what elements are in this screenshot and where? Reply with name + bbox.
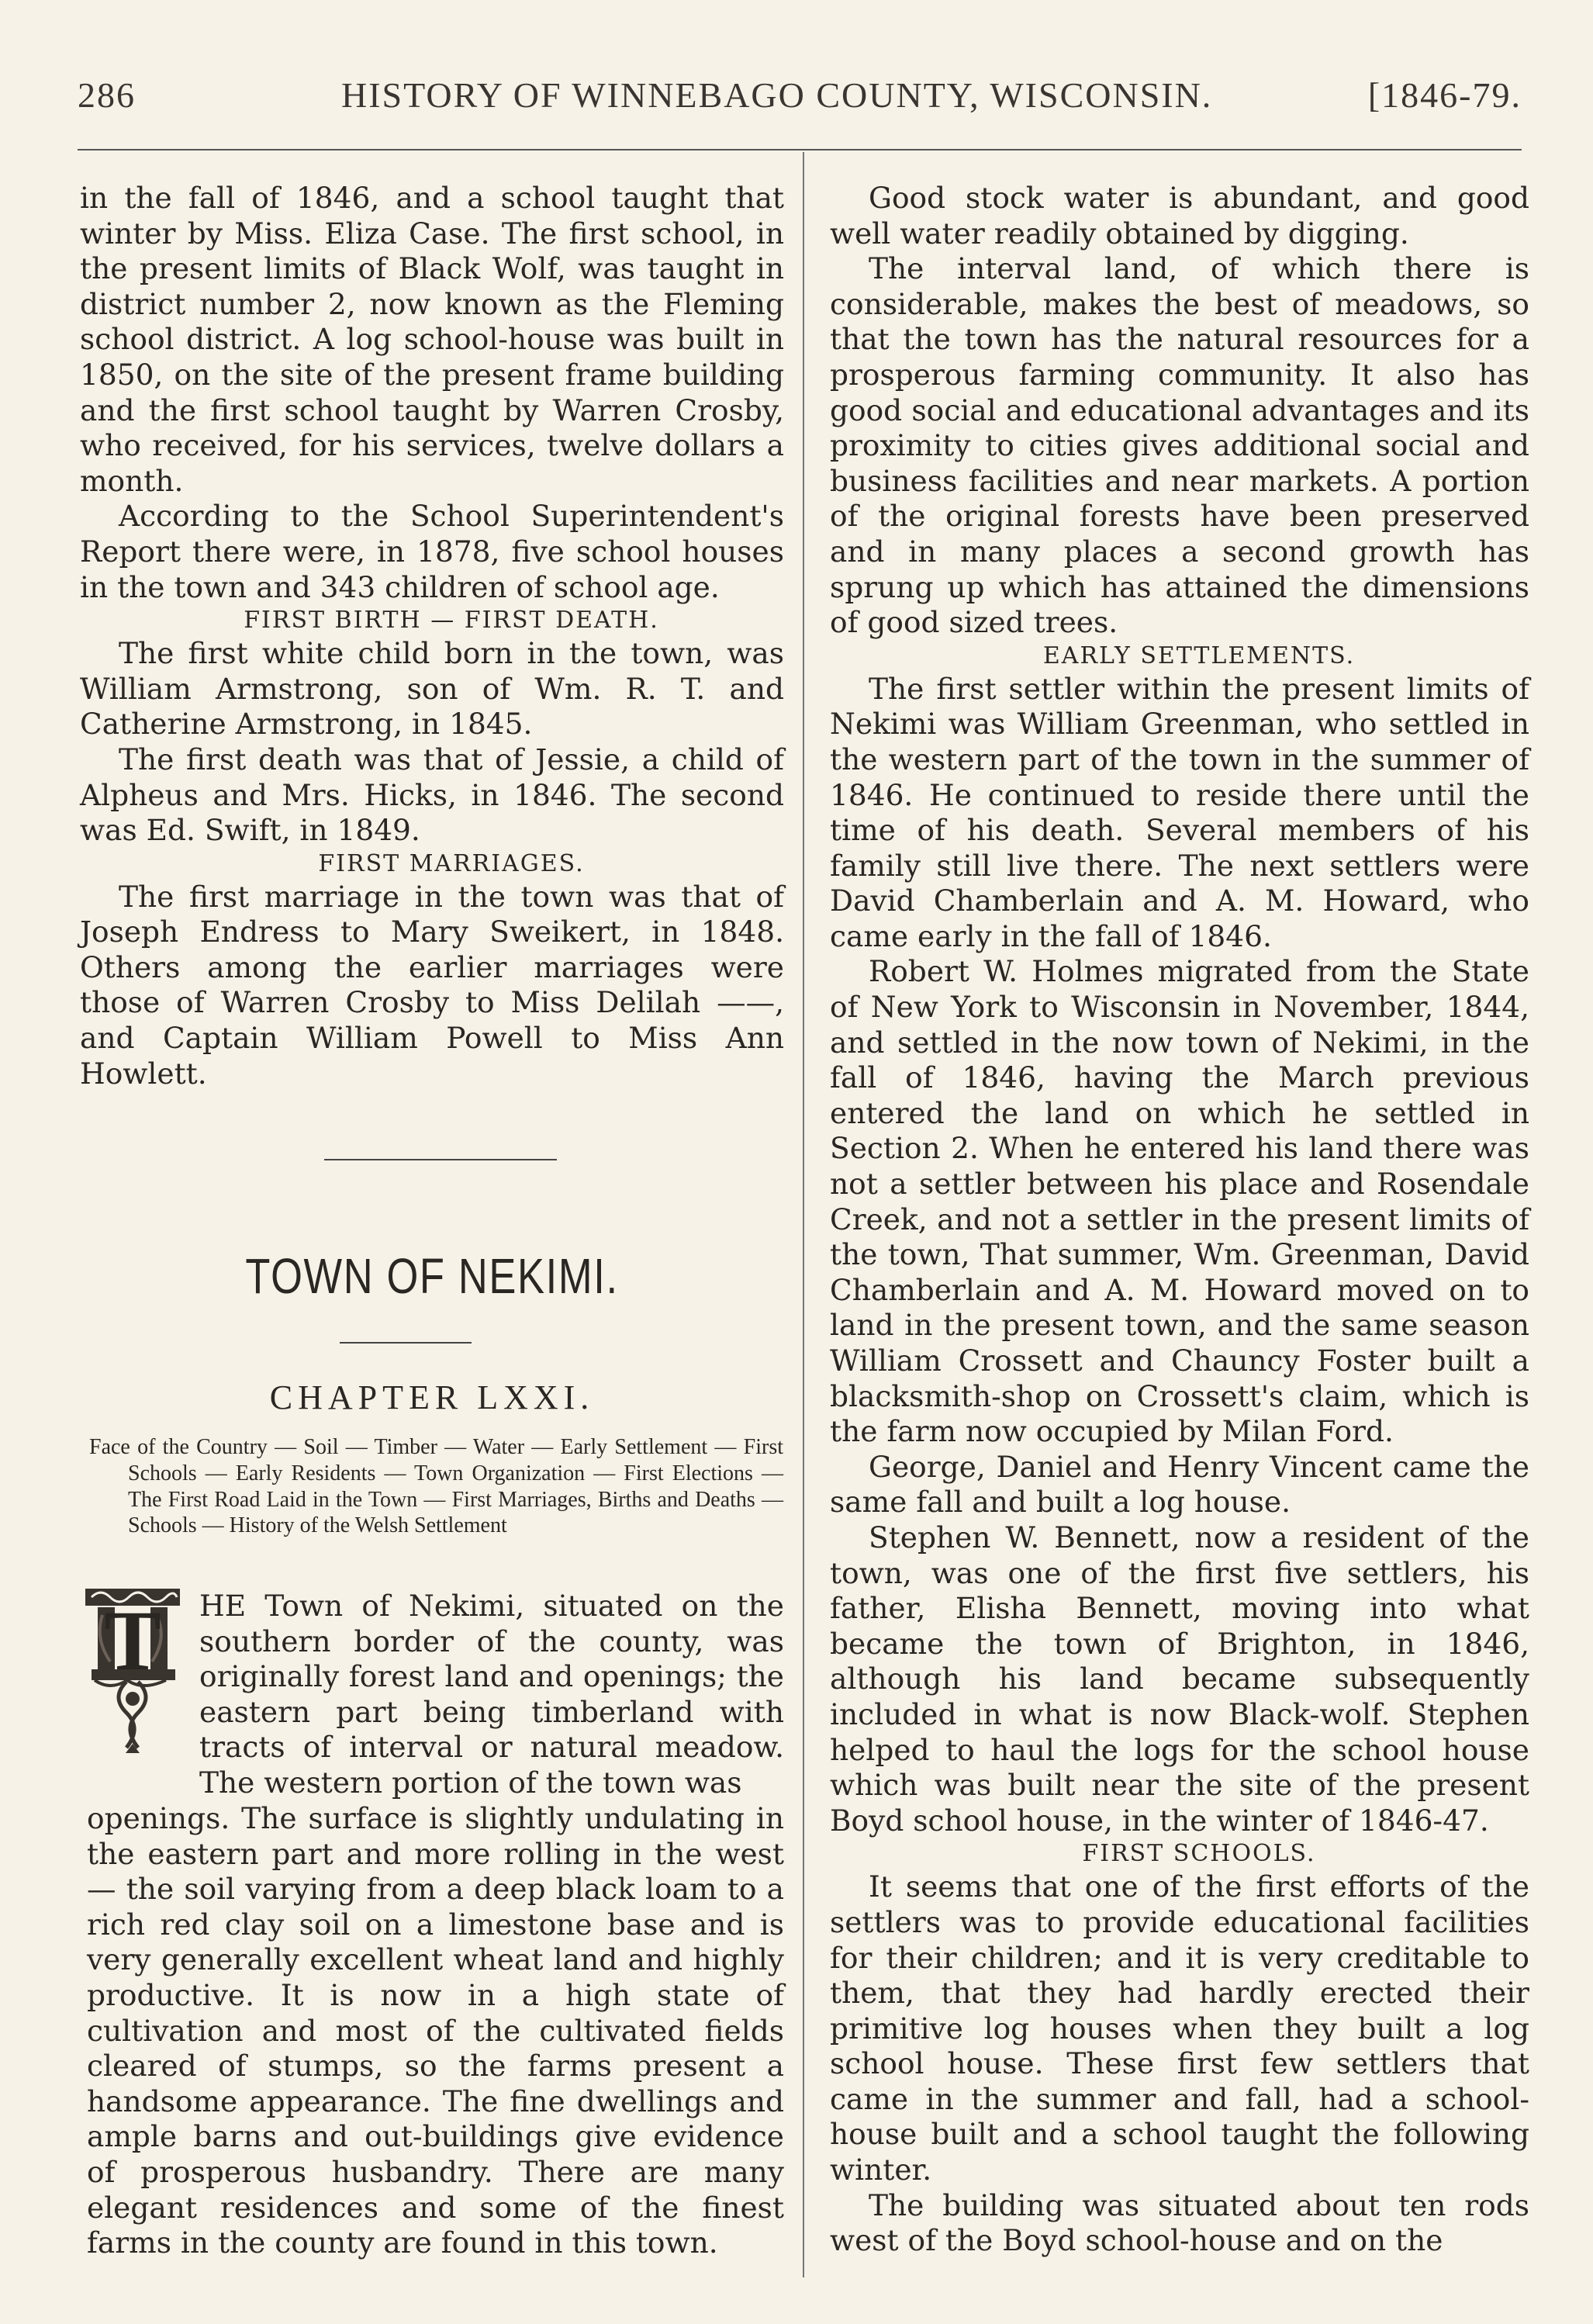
title-separator <box>340 1342 472 1344</box>
chapter-opening-paragraph: HE Town of Nekimi, situated on the southern border of the county, was originally forest land and openings; the eastern part being timberland with tracts of interval or natural meadow. The western portion of the town was <box>199 1589 784 1800</box>
running-title: HISTORY OF WINNEBAGO COUNTY, WISCONSIN. <box>341 75 1213 115</box>
paragraph: in the fall of 1846, and a school taught that winter by Miss. Eliza Case. The first school, in the present limits of Black Wolf, was taught in district number 2, now known as the Fleming school district. A log school-house was built in 1850, on the site of the present frame building and the first school taught by Warren Crosby, who received, for his services, twelve dollars a month. <box>80 181 784 498</box>
paragraph: The building was situated about ten rods west of the Boyd school-house and on the <box>830 2187 1529 2258</box>
paragraph: Good stock water is abundant, and good well water readily obtained by digging. <box>830 181 1529 251</box>
chapter-paragraph-continued: openings. The surface is slightly undulating in the eastern part and more rolling in the west — the soil varying from a deep black loam to a rich red clay soil on a limestone base and is very generally excellent wheat land and highly productive. It is now in a high state of cultivation and most of the cultivated fields cleared of stumps, so the farms present a handsome appearance. The fine dwellings and ample barns and out-buildings give evidence of prosperous husbandry. There are many elegant residences and some of the finest farms in the county are found in this town. <box>87 1801 784 2260</box>
paragraph: Robert W. Holmes migrated from the State of New York to Wisconsin in November, 1844, and settled in the now town of Nekimi, in the fall of 1846, having the March previous entered the land on which he settled in Section 2. When he entered his land there was not a settler between his place and Rosendale Creek, and not a settler in the present limits of the town, That summer, Wm. Greenman, David Chamberlain and A. M. Howard moved on to land in the present town, and the same season William Crossett and Chauncy Foster built a blacksmith-shop on Crossett's claim, which is the farm now occupied by Milan Ford. <box>830 954 1529 1449</box>
paragraph: The first settler within the present limits of Nekimi was William Greenman, who settled in the western part of the town in the summer of 1846. He continued to reside there until the time of his death. Several members of his family still live there. The next settlers were David Chamberlain and A. M. Howard, who came early in the fall of 1846. <box>830 671 1529 953</box>
section-heading: EARLY SETTLEMENTS. <box>1042 642 1356 669</box>
chapter-synopsis: Face of the Country — Soil — Timber — Water — Early Settlement — First Schools — Early Residents — Town Organization — First Elections — The First Road Laid in the Town — First Marriages, Births and Deaths — Schools — History of the Welsh Settlement <box>89 1435 783 1538</box>
town-title: TOWN OF NEKIMI. <box>245 1248 619 1304</box>
section-separator <box>324 1159 557 1160</box>
ornamental-dropcap-icon <box>84 1582 185 1761</box>
paragraph: The first marriage in the town was that of Joseph Endress to Mary Sweikert, in 1848. Others among the earlier marriages were those of Warren Crosby to Miss Delilah ——, and Captain William Powell to Miss Ann Howlett. <box>80 879 784 1091</box>
left-column-top <box>80 181 784 1091</box>
header-rule <box>78 149 1522 150</box>
year-range: [1846-79. <box>1367 75 1522 115</box>
paragraph: It seems that one of the first efforts of the settlers was to provide educational facilities for their children; and it is very creditable to them, that they had hardly erected their primitive log houses when they built a log school house. These first few settlers that came in the summer and fall, had a school-house built and a school taught the following winter. <box>830 1869 1529 2187</box>
paragraph: The first white child born in the town, was William Armstrong, son of Wm. R. T. and Catherine Armstrong, in 1845. <box>80 636 784 742</box>
chapter-heading: CHAPTER LXXI. <box>269 1378 595 1416</box>
paragraph: According to the School Superintendent's Report there were, in 1878, five school houses in the town and 343 children of school age. <box>80 499 784 604</box>
paragraph: George, Daniel and Henry Vincent came the same fall and built a log house. <box>830 1449 1529 1520</box>
section-heading: FIRST BIRTH — FIRST DEATH. <box>244 607 659 635</box>
paragraph: The first death was that of Jessie, a child of Alpheus and Mrs. Hicks, in 1846. The second was Ed. Swift, in 1849. <box>80 742 784 848</box>
svg-text:T: T <box>104 1593 161 1688</box>
running-header <box>78 74 1522 121</box>
paragraph: The interval land, of which there is considerable, makes the best of meadows, so that the town has the natural resources for a prosperous farming community. It also has good social and educational advantages and its proximity to cities gives additional social and business facilities and near markets. A portion of the original forests have been preserved and in many places a second growth has sprung up which has attained the dimensions of good sized trees. <box>830 251 1529 640</box>
paragraph: Stephen W. Bennett, now a resident of the town, was one of the first five settlers, his father, Elisha Bennett, moving into what became the town of Brighton, in 1846, although his land became subsequently included in what is now Black-wolf. Stephen helped to haul the logs for the school house which was built near the site of the present Boyd school house, in the winter of 1846-47. <box>830 1520 1529 1838</box>
section-heading: FIRST MARRIAGES. <box>318 849 585 877</box>
section-heading: FIRST SCHOOLS. <box>1082 1840 1316 1868</box>
page-number: 286 <box>78 75 136 115</box>
right-column <box>830 181 1529 2259</box>
column-divider <box>803 152 804 2277</box>
